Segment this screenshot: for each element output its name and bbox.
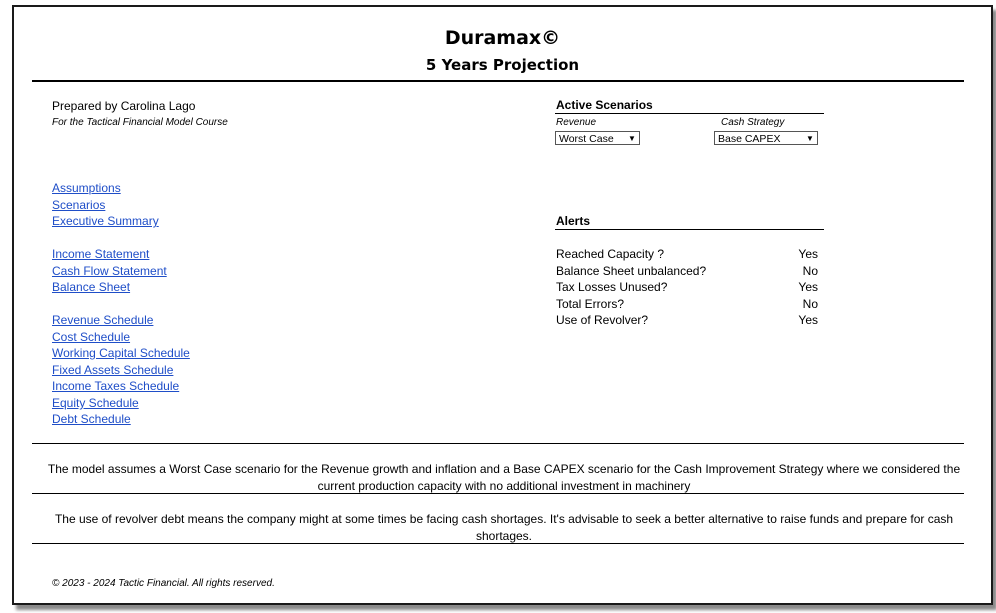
link-revenue-schedule[interactable]: Revenue Schedule: [52, 313, 154, 327]
alert-value: Yes: [798, 313, 818, 327]
link-cost-schedule[interactable]: Cost Schedule: [52, 330, 131, 344]
course-note: For the Tactical Financial Model Course: [52, 117, 228, 128]
alert-value: No: [802, 297, 818, 311]
alert-label: Reached Capacity ?: [556, 247, 665, 261]
alerts-divider: [555, 229, 824, 230]
revenue-scenario-dropdown[interactable]: [555, 131, 640, 145]
link-working-capital-schedule[interactable]: Working Capital Schedule: [52, 346, 190, 360]
link-fixed-assets-schedule[interactable]: Fixed Assets Schedule: [52, 363, 174, 377]
copyright-footer: © 2023 - 2024 Tactic Financial. All rights reserved.: [52, 578, 275, 589]
alerts-heading: Alerts: [556, 214, 591, 228]
dropdown-arrow-icon: ▼: [628, 134, 636, 143]
link-equity-schedule[interactable]: Equity Schedule: [52, 396, 139, 410]
page-subtitle: 5 Years Projection: [425, 56, 580, 74]
link-assumptions[interactable]: Assumptions: [52, 181, 121, 195]
alert-label: Total Errors?: [556, 297, 625, 311]
cash-strategy-dropdown[interactable]: [714, 131, 818, 145]
report-sheet: [12, 5, 993, 605]
notes-divider-middle: [32, 493, 964, 494]
link-scenarios[interactable]: Scenarios: [52, 198, 106, 212]
cash-strategy-label: Cash Strategy: [721, 117, 785, 128]
scenario-note: The model assumes a Worst Case scenario for the Revenue growth and inflation and a Base CAPEX scenario for the Cash Improvement Strategy where we considered the current production capacity with no additional investment in machinery: [47, 462, 961, 493]
scenarios-divider: [555, 113, 824, 114]
link-balance-sheet[interactable]: Balance Sheet: [52, 280, 131, 294]
alert-value: No: [802, 264, 818, 278]
link-debt-schedule[interactable]: Debt Schedule: [52, 412, 131, 426]
alert-label: Balance Sheet unbalanced?: [556, 264, 707, 278]
revolver-note: The use of revolver debt means the company might at some times be facing cash shortages. It's advisable to seek a better alternative to raise funds and prepare for cash shortages.: [54, 512, 954, 543]
prepared-by: Prepared by Carolina Lago: [52, 99, 196, 113]
link-income-statement[interactable]: Income Statement: [52, 247, 150, 261]
link-income-taxes-schedule[interactable]: Income Taxes Schedule: [52, 379, 180, 393]
alert-value: Yes: [798, 280, 818, 294]
notes-divider-top: [32, 443, 964, 444]
active-scenarios-heading: Active Scenarios: [556, 98, 653, 112]
dropdown-arrow-icon: ▼: [806, 134, 814, 143]
link-executive-summary[interactable]: Executive Summary: [52, 214, 159, 228]
alert-label: Tax Losses Unused?: [556, 280, 668, 294]
page-title: Duramax©: [444, 27, 561, 49]
alert-value: Yes: [798, 247, 818, 261]
cash-strategy-value: Base CAPEX: [718, 133, 781, 145]
title-divider: [32, 80, 964, 82]
alert-label: Use of Revolver?: [556, 313, 649, 327]
notes-divider-bottom: [32, 543, 964, 544]
revenue-label: Revenue: [556, 117, 597, 128]
link-cash-flow-statement[interactable]: Cash Flow Statement: [52, 264, 167, 278]
revenue-scenario-value: Worst Case: [559, 133, 614, 145]
